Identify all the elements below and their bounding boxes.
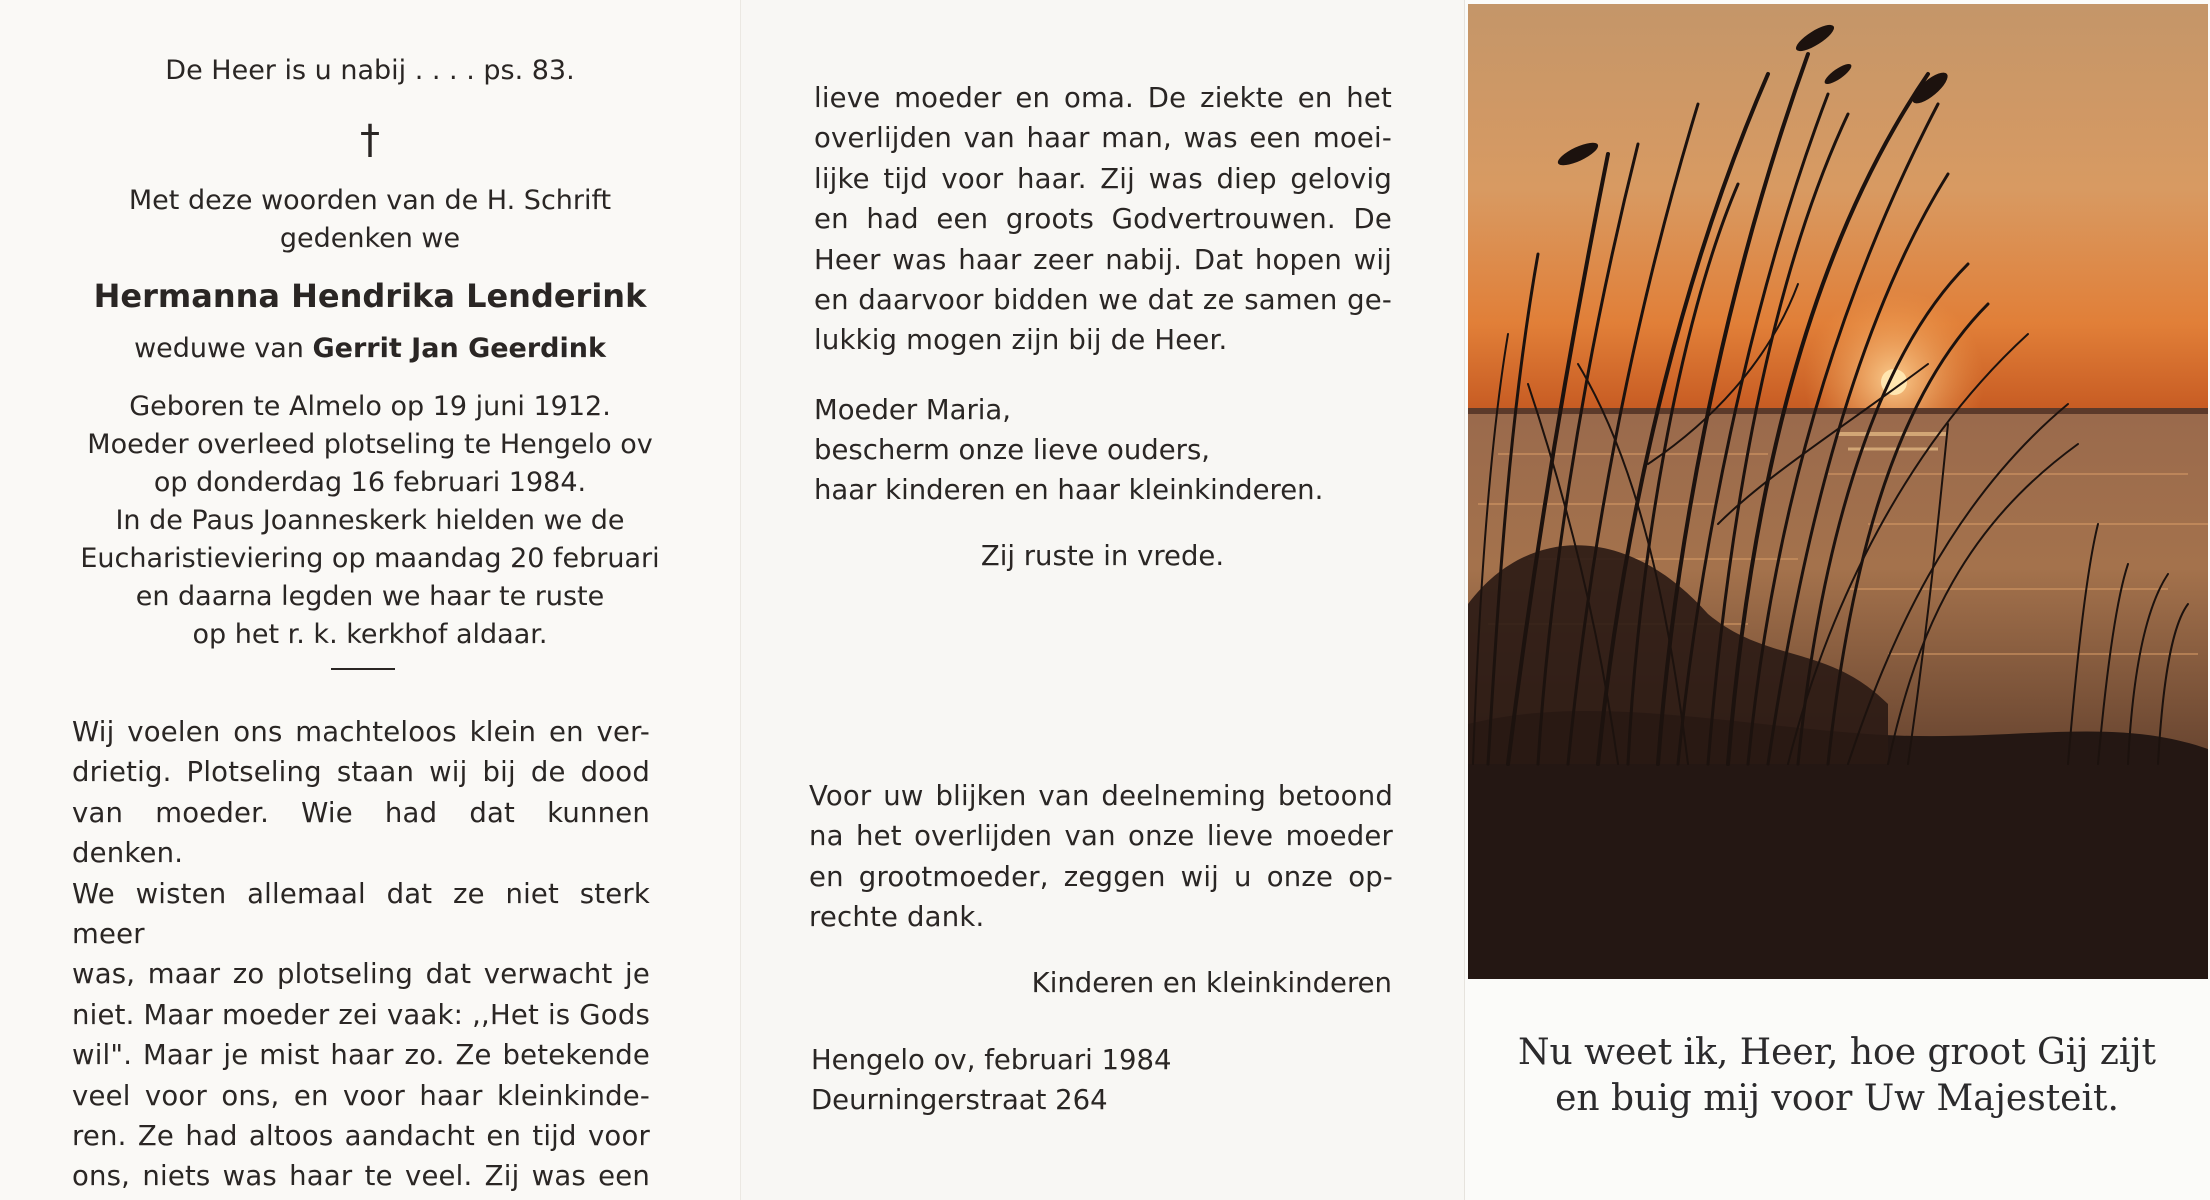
middle-panel (740, 0, 1464, 1200)
divider (331, 668, 395, 670)
place-date: Hengelo ov, februari 1984 (811, 1044, 1172, 1076)
text-line: overlijden van haar man, was een moei- (814, 122, 1392, 155)
prayer-block (814, 390, 1323, 510)
memorial-text-left (72, 712, 650, 1197)
bio-line: op donderdag 16 februari 1984. (153, 467, 587, 498)
deceased-name: Hermanna Hendrika Lenderink (93, 277, 647, 315)
biography-block (0, 388, 740, 654)
thanks-line: rechte dank. (809, 901, 985, 934)
widow-of-line (0, 330, 740, 368)
thanks-block (809, 776, 1393, 938)
intro-line-2: gedenken we (279, 223, 461, 254)
closing-quote (1464, 1030, 2210, 1122)
psalm-quote: De Heer is u nabij . . . . ps. 83. (165, 55, 575, 86)
cross-icon: † (360, 117, 380, 163)
text-line: ren. Ze had altoos aandacht en tijd voor (72, 1120, 650, 1153)
rest-in-peace: Zij ruste in vrede. (980, 540, 1225, 572)
text-line: Wij voelen ons machteloos klein en ver- (72, 716, 650, 748)
quote-line-1: Nu weet ik, Heer, hoe groot Gij zijt (1518, 1032, 2156, 1073)
bio-line: en daarna legden we haar te ruste (135, 581, 605, 612)
widow-prefix: weduwe van (134, 333, 304, 364)
memorial-text-middle (814, 78, 1392, 361)
bio-line: op het r. k. kerkhof aldaar. (192, 619, 548, 650)
sunset-reeds-photo (1468, 4, 2208, 979)
text-line: wil". Maar je mist haar zo. Ze betekende (72, 1039, 650, 1072)
text-line: en had een groots Godvertrouwen. De (814, 203, 1392, 236)
sunset-reeds-illustration (1468, 4, 2208, 979)
text-line: en daarvoor bidden we dat ze samen ge- (814, 284, 1392, 317)
text-line: lukkig mogen zijn bij de Heer. (814, 324, 1228, 357)
quote-line-2: en buig mij voor Uw Majesteit. (1555, 1078, 2119, 1119)
bio-line: Eucharistieviering op maandag 20 februari (80, 543, 660, 574)
intro-line-1: Met deze woorden van de H. Schrift (128, 185, 612, 216)
bio-line: Geboren te Almelo op 19 juni 1912. (129, 391, 611, 422)
text-line: van moeder. Wie had dat kunnen denken. (72, 796, 650, 870)
text-line: was, maar zo plotseling dat verwacht je (72, 958, 650, 991)
place-and-address (811, 1040, 1172, 1120)
thanks-line: en grootmoeder, zeggen wij u onze op- (809, 860, 1393, 893)
prayer-line: haar kinderen en haar kleinkinderen. (814, 474, 1324, 506)
text-line: lieve moeder en oma. De ziekte en het (814, 82, 1392, 114)
bio-line: Moeder overleed plotseling te Hengelo ov (87, 429, 653, 460)
signature: Kinderen en kleinkinderen (1031, 967, 1392, 999)
bio-line: In de Paus Joanneskerk hielden we de (115, 505, 625, 536)
text-line: veel voor ons, en voor haar kleinkinde- (72, 1079, 650, 1112)
thanks-line: na het overlijden van onze lieve moeder (809, 820, 1393, 853)
left-panel (0, 0, 740, 1200)
text-line: We wisten allemaal dat ze niet sterk meer (72, 877, 650, 951)
text-line: Heer was haar zeer nabij. Dat hopen wij (814, 243, 1392, 276)
husband-name: Gerrit Jan Geerdink (312, 333, 606, 364)
address: Deurningerstraat 264 (811, 1084, 1108, 1116)
text-line: lijke tijd voor haar. Zij was diep gelovig (814, 162, 1392, 195)
text-line: niet. Maar moeder zei vaak: ,,Het is Gods (72, 998, 650, 1031)
prayer-line: Moeder Maria, (814, 394, 1012, 426)
text-line: ons, niets was haar te veel. Zij was een (72, 1160, 650, 1193)
thanks-line: Voor uw blijken van deelneming betoond (809, 780, 1393, 812)
text-line: drietig. Plotseling staan wij bij de dood (72, 756, 650, 789)
prayer-line: bescherm onze lieve ouders, (814, 434, 1211, 466)
